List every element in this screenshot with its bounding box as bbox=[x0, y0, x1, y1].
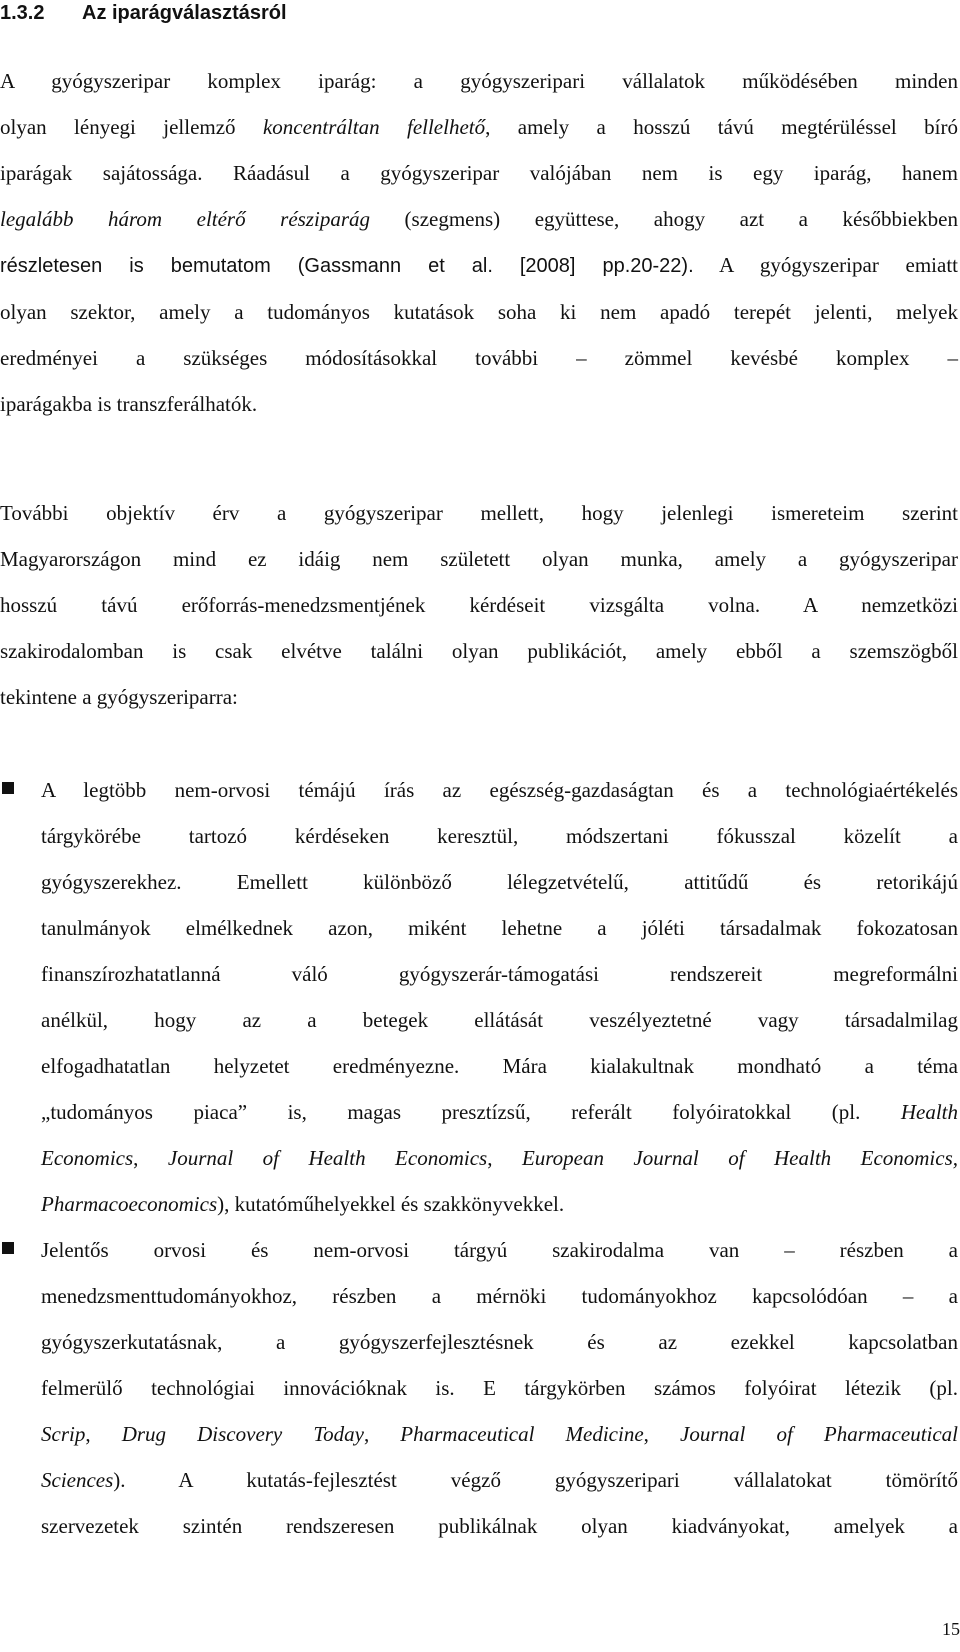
text-line: eredményei a szükséges módosításokkal további – zömmel kevésbé komplex – bbox=[0, 346, 958, 370]
emphasis: koncentráltan fellelhető bbox=[262, 115, 486, 139]
text-line bbox=[41, 1135, 958, 1181]
journal-title: Journal of Health Economics bbox=[167, 1146, 488, 1170]
text-line: Magyarországon mind ez idáig nem született olyan munka, amely a gyógyszeripar bbox=[0, 547, 958, 571]
section-title: Az iparágválasztásról bbox=[82, 2, 287, 24]
text-line: szervezetek szintén rendszeresen publikálnak olyan kiadványokat, amelyek a bbox=[41, 1514, 958, 1538]
text-span: A gyógyszeripar emiatt bbox=[693, 253, 958, 277]
paragraph-industry-choice bbox=[0, 58, 958, 427]
text-span: , amely a hosszú távú megtérüléssel bíró bbox=[485, 115, 958, 139]
text-line: gyógyszerkutatásnak, a gyógyszerfejlesztésnek és az ezekkel kapcsolatban bbox=[41, 1330, 958, 1354]
section-number: 1.3.2 bbox=[0, 2, 45, 24]
text-line bbox=[0, 242, 958, 289]
emphasis: legalább három eltérő résziparág bbox=[0, 207, 370, 231]
text-span: , bbox=[85, 1422, 122, 1446]
text-line: tárgykörébe tartozó kérdéseken keresztül, módszertani fókusszal közelít a bbox=[41, 824, 958, 848]
text-line: felmerülő technológiai innovációknak is. E tárgykörben számos folyóirat létezik (pl. bbox=[41, 1376, 958, 1400]
text-line: tanulmányok elmélkednek azon, miként lehetne a jóléti társadalmak fokozatosan bbox=[41, 916, 958, 940]
text-span: olyan lényegi jellemző bbox=[0, 115, 263, 139]
text-span: , bbox=[643, 1422, 681, 1446]
text-line: menedzsmenttudományokhoz, részben a mérnöki tudományokhoz kapcsolódóan – a bbox=[41, 1284, 958, 1308]
text-line bbox=[0, 104, 958, 150]
paragraph-objective-argument bbox=[0, 490, 958, 720]
text-span: (szegmens) együttese, ahogy azt a későbbiekben bbox=[370, 207, 958, 231]
text-line: gyógyszerekhez. Emellett különböző lélegzetvételű, attitűdű és retorikájú bbox=[41, 870, 958, 894]
text-span: ), kutatóműhelyekkel és szakkönyvekkel. bbox=[217, 1192, 565, 1216]
journal-title: Health bbox=[900, 1100, 958, 1124]
text-line: anélkül, hogy az a betegek ellátását veszélyeztetné vagy társadalmilag bbox=[41, 1008, 958, 1032]
text-line: A legtöbb nem-orvosi témájú írás az egészség-gazdaságtan és a technológiaértékelés bbox=[41, 778, 958, 802]
text-line bbox=[41, 1411, 958, 1457]
text-span: , bbox=[133, 1146, 168, 1170]
text-span: „tudományos piaca” is, magas presztízsű, referált folyóiratokkal (pl. bbox=[41, 1100, 901, 1124]
journal-title: European Journal of Health Economics, bbox=[521, 1146, 959, 1170]
text-line: olyan szektor, amely a tudományos kutatások soha ki nem apadó terepét jelenti, melyek bbox=[0, 300, 958, 324]
text-line: finanszírozhatatlanná váló gyógyszerár-támogatási rendszereit megreformálni bbox=[41, 962, 958, 986]
text-span: , bbox=[363, 1422, 401, 1446]
journal-title: Pharmaceutical Medicine bbox=[400, 1422, 644, 1446]
citation: részletesen is bemutatom (Gassmann et al. [2008] pp.20-22). bbox=[0, 255, 694, 277]
text-line bbox=[0, 196, 958, 242]
text-line: elfogadhatatlan helyzetet eredményezne. Mára kialakultnak mondható a téma bbox=[41, 1054, 958, 1078]
journal-title: Drug Discovery Today bbox=[121, 1422, 364, 1446]
text-span: , bbox=[487, 1146, 522, 1170]
text-span: ). A kutatás-fejlesztést végző gyógyszeripari vállalatokat tömörítő bbox=[113, 1468, 958, 1492]
list-item bbox=[0, 1227, 958, 1549]
text-line bbox=[41, 1457, 958, 1503]
text-line: hosszú távú erőforrás-menedzsmentjének kérdéseit vizsgálta volna. A nemzetközi bbox=[0, 593, 958, 617]
text-line: iparágakba is transzferálhatók. bbox=[0, 392, 258, 416]
list-item bbox=[0, 767, 958, 1227]
text-line: További objektív érv a gyógyszeripar mellett, hogy jelenlegi ismereteim szerint bbox=[0, 501, 958, 525]
journal-title: Pharmacoeconomics bbox=[41, 1192, 218, 1216]
journal-title: Economics bbox=[41, 1146, 134, 1170]
text-line: Jelentős orvosi és nem-orvosi tárgyú szakirodalma van – részben a bbox=[41, 1238, 958, 1262]
text-line: iparágak sajátossága. Ráadásul a gyógyszeripar valójában nem is egy iparág, hanem bbox=[0, 161, 958, 185]
section-heading bbox=[0, 0, 287, 26]
square-bullet-icon bbox=[2, 782, 14, 794]
text-line bbox=[41, 1089, 958, 1135]
text-line: tekintene a gyógyszeriparra: bbox=[0, 685, 238, 709]
bullet-list bbox=[0, 767, 958, 1549]
text-line: A gyógyszeripar komplex iparág: a gyógyszeripari vállalatok működésében minden bbox=[0, 69, 958, 93]
journal-title: Journal of Pharmaceutical bbox=[680, 1422, 959, 1446]
page-number: 15 bbox=[942, 1619, 960, 1639]
text-line: szakirodalomban is csak elvétve találni olyan publikációt, amely ebből a szemszögből bbox=[0, 639, 958, 663]
journal-title: Sciences bbox=[41, 1468, 114, 1492]
square-bullet-icon bbox=[2, 1242, 14, 1254]
text-line bbox=[41, 1181, 958, 1227]
journal-title: Scrip bbox=[41, 1422, 86, 1446]
